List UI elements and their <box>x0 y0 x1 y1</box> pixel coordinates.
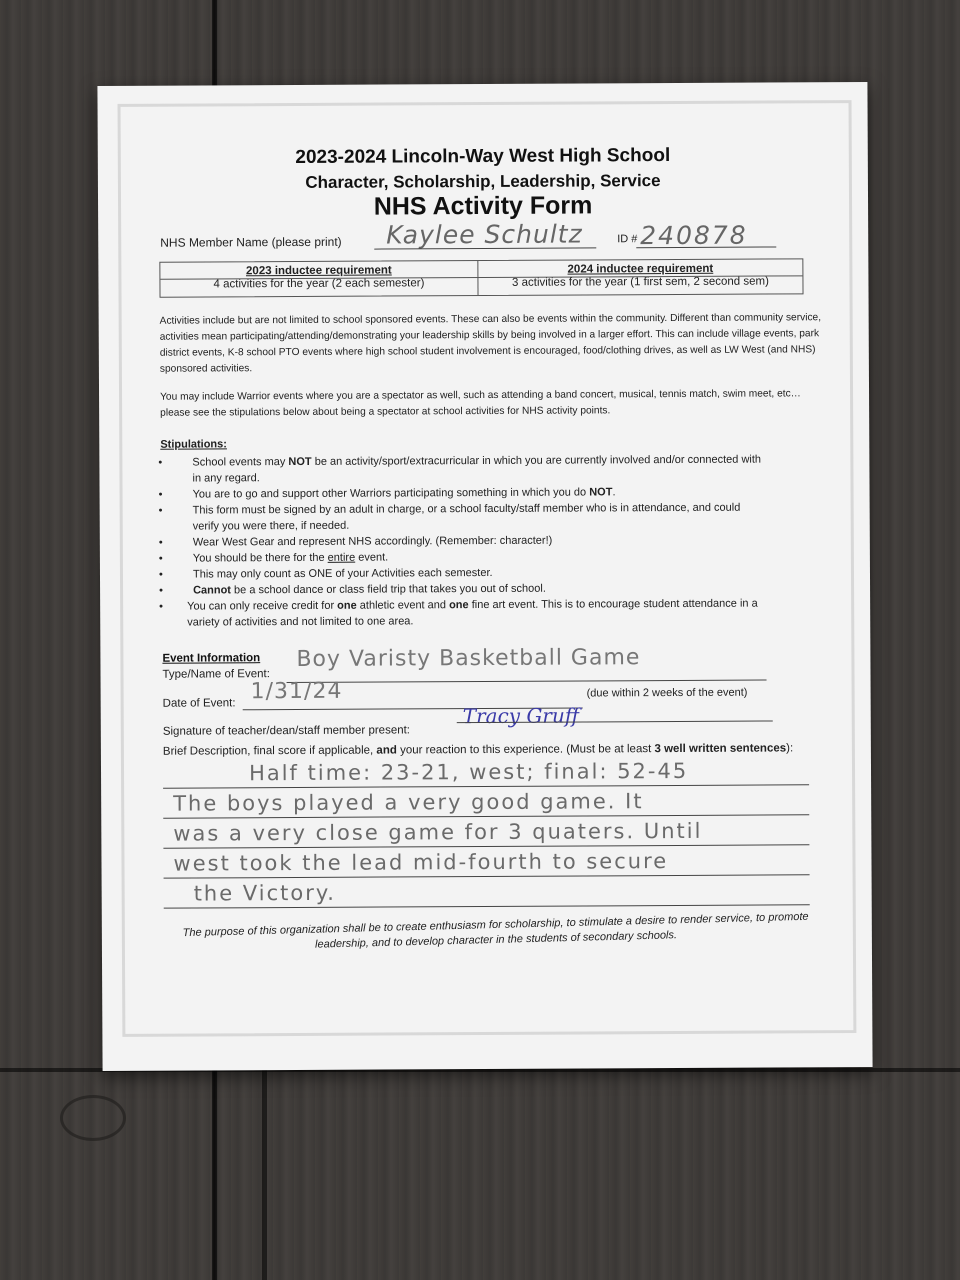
requirement-2024-heading: 2024 inductee requirement <box>567 262 714 276</box>
nhs-activity-form <box>97 82 872 1071</box>
bullet: • <box>158 536 163 549</box>
stipulation-text: You can only receive credit for <box>187 599 338 613</box>
stipulation-text: You should be there for the <box>192 551 328 565</box>
description-label-text: Brief Description, final score if applicable, <box>162 744 377 758</box>
stipulation-text: . <box>612 486 616 499</box>
intro-paragraph-1: Activities include but are not limited to school sponsored events. These can also be events within the community. Different than community service, activities mean participating/attending/demonstrating your leadership skills by being involved in a larger effort. This can include village events, park district events, K-8 school PTO events where high school student involvement is encouraged, food/clothing drives, as well as LW West (and NHS) sponsored activities. <box>159 312 822 375</box>
wood-knot <box>60 1095 126 1141</box>
member-id-label: ID # <box>617 233 638 246</box>
stipulation-emphasis: NOT <box>288 455 312 469</box>
requirement-2023-heading: 2023 inductee requirement <box>245 264 392 278</box>
stipulations-heading: Stipulations: <box>160 438 227 451</box>
event-date-label: Date of Event: <box>162 697 236 710</box>
bullet: • <box>158 488 163 501</box>
member-name-label: NHS Member Name (please print) <box>160 234 342 250</box>
stipulation-item <box>156 452 766 487</box>
requirement-2024-text: 3 activities for the year (1 first sem, 2 second sem) <box>511 275 769 289</box>
stipulation-text: This may only count as ONE of your Activities each semester. <box>192 566 493 581</box>
description-line[interactable]: west took the lead mid-fourth to secure <box>173 849 669 876</box>
stipulation-emphasis: entire <box>327 551 356 564</box>
form-title: NHS Activity Form <box>373 191 593 221</box>
bullet: • <box>158 504 163 517</box>
table-board-seam <box>262 1070 267 1280</box>
stipulations-list <box>156 452 767 631</box>
member-name-value[interactable]: Kaylee Schultz <box>386 219 583 250</box>
description-label-emphasis: and <box>376 744 397 757</box>
school-title: 2023-2024 Lincoln-Way West High School <box>295 145 671 168</box>
event-type-label: Type/Name of Event: <box>162 668 270 681</box>
stipulation-text: athletic event and <box>356 599 450 612</box>
organization-purpose: The purpose of this organization shall be to create enthusiasm for scholarship, to stimulate a desire to render service, to promote leadership, and to develop character in the students of secondary schools. <box>182 910 809 951</box>
stipulation-text: be an activity/sport/extracurricular in which you are currently involved and/or connected with in any regard. <box>192 453 762 485</box>
stipulation-text: School events may <box>192 456 289 469</box>
description-label-text: ): <box>786 742 794 755</box>
stipulation-text: Wear West Gear and represent NHS accordingly. (Remember: character!) <box>192 534 553 549</box>
bullet: • <box>159 584 163 597</box>
bullet: • <box>158 552 163 565</box>
requirements-table <box>159 258 803 297</box>
staff-signature[interactable]: Tracy Gruff <box>462 703 580 729</box>
school-pillars: Character, Scholarship, Leadership, Service <box>305 171 661 192</box>
event-date-note: (due within 2 weeks of the event) <box>586 686 748 700</box>
event-type-value[interactable]: Boy Varisty Basketball Game <box>296 645 641 672</box>
stipulation-emphasis: one <box>449 599 469 612</box>
description-label-text: your reaction to this experience. (Must be at least <box>396 743 655 757</box>
stipulation-text: event. <box>355 551 389 564</box>
stipulation-text: This form must be signed by an adult in charge, or a school faculty/staff member who is in attendance, and could verify you were there, if needed. <box>192 501 741 533</box>
description-label-emphasis: 3 well written sentences <box>654 742 787 756</box>
event-date-value[interactable]: 1/31/24 <box>250 678 343 705</box>
stipulation-text: fine art event. This is to encourage student attendance in a variety of activities and not limited to one area. <box>187 597 758 629</box>
description-line[interactable]: Half time: 23-21, west; final: 52-45 <box>248 758 689 786</box>
stipulation-emphasis: Cannot <box>193 584 231 597</box>
bullet: • <box>158 568 163 581</box>
stipulation-text: be a school dance or class field trip that takes you out of school. <box>230 582 546 597</box>
stipulation-emphasis: NOT <box>589 486 613 499</box>
intro-paragraph-2: You may include Warrior events where you are a spectator as well, such as attending a band concert, musical, tennis match, swim meet, etc…please see the stipulations below about being a spectator at school activities for NHS activity points. <box>160 388 801 419</box>
description-line[interactable]: the Victory. <box>193 880 336 906</box>
description-label <box>163 740 803 759</box>
stipulation-emphasis: one <box>337 599 357 612</box>
bullet: • <box>159 600 164 613</box>
event-info-heading: Event Information <box>162 652 261 665</box>
stipulation-item <box>157 500 767 535</box>
member-id-value[interactable]: 240878 <box>640 220 748 251</box>
description-line[interactable]: The boys played a very good game. It <box>173 789 644 816</box>
stipulation-item <box>157 596 767 631</box>
signature-label: Signature of teacher/dean/staff member present: <box>162 724 411 738</box>
bullet: • <box>158 456 163 469</box>
description-line[interactable]: was a very close game for 3 quaters. Until <box>173 818 703 846</box>
stipulation-text: You are to go and support other Warriors participating something in which you do <box>192 486 590 501</box>
requirement-2023-text: 4 activities for the year (2 each semester) <box>213 277 425 291</box>
